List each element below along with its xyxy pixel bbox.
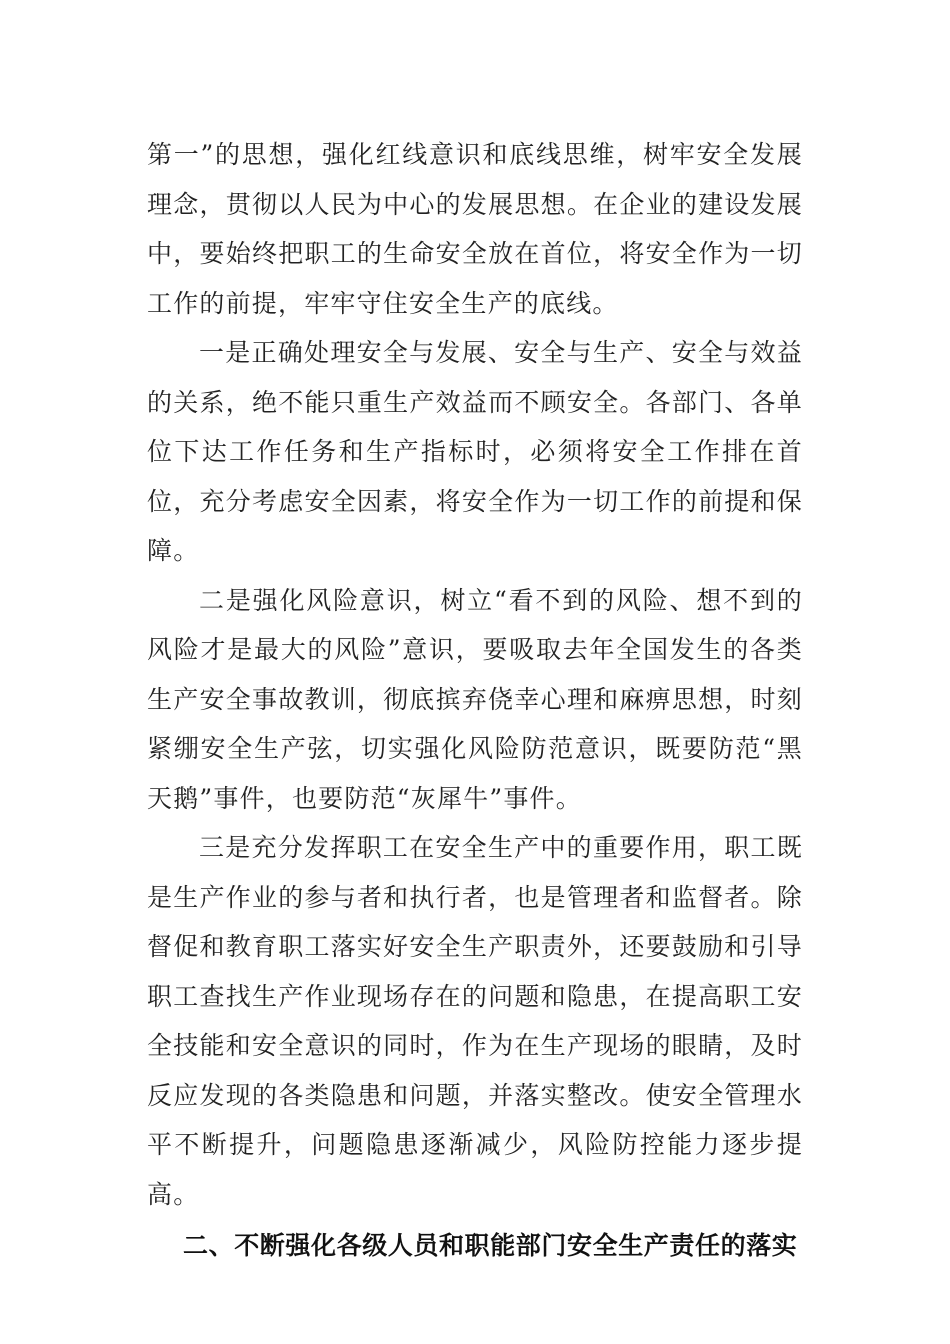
document-body [147, 130, 803, 1271]
section-heading: 二、不断强化各级人员和职能部门安全生产责任的落实 [183, 1231, 798, 1260]
paragraph-point-one: 一是正确处理安全与发展、安全与生产、安全与效益的关系，绝不能只重生产效益而不顾安全。各部门、各单位下达工作任务和生产指标时，必须将安全工作排在首位，充分考虑安全因素，将安全作为一切工作的前提和保障。 [147, 338, 803, 565]
paragraph-continuation: 第一”的思想，强化红线意识和底线思维，树牢安全发展理念，贯彻以人民为中心的发展思想。在企业的建设发展中，要始终把职工的生命安全放在首位，将安全作为一切工作的前提，牢牢守住安全生产的底线。 [147, 140, 803, 318]
paragraph-point-two: 二是强化风险意识，树立“看不到的风险、想不到的风险才是最大的风险”意识，要吸取去年全国发生的各类生产安全事故教训，彻底摈弃侥幸心理和麻痹思想，时刻紧绷安全生产弦，切实强化风险防范意识，既要防范“黑天鹅”事件，也要防范“灰犀牛”事件。 [147, 585, 803, 813]
paragraph-point-three: 三是充分发挥职工在安全生产中的重要作用，职工既是生产作业的参与者和执行者，也是管理者和监督者。除督促和教育职工落实好安全生产职责外，还要鼓励和引导职工查找生产作业现场存在的问题和隐患，在提高职工安全技能和安全意识的同时，作为在生产现场的眼睛，及时反应发现的各类隐患和问题，并落实整改。使安全管理水平不断提升，问题隐患逐渐减少，风险防控能力逐步提高。 [147, 833, 803, 1209]
